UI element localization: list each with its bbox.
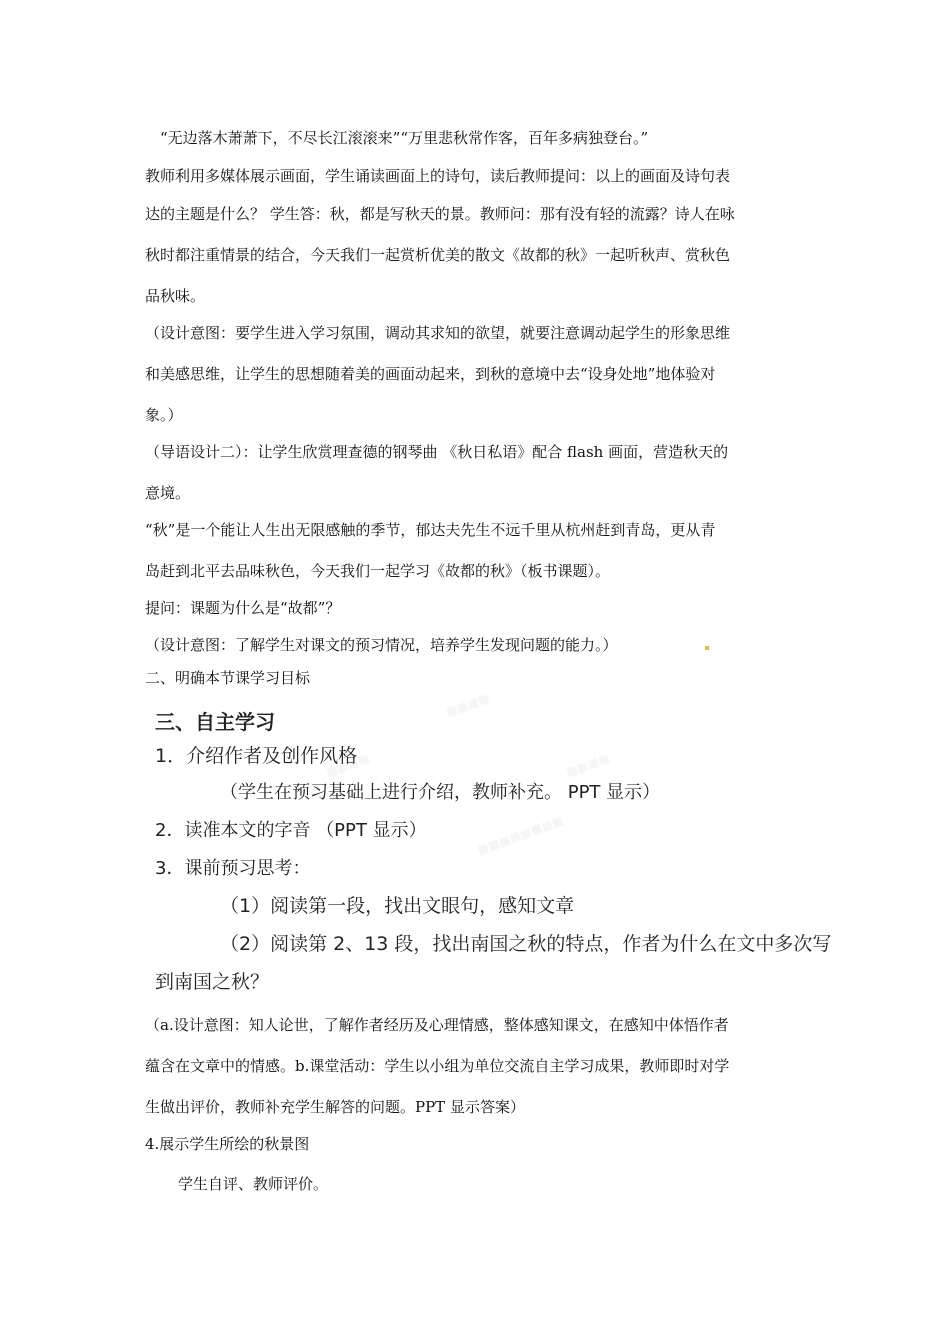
paragraph-intro-line: 秋时都注重情景的结合，今天我们一起赏析优美的散文《故都的秋》一起听秋声、赏秋色 xyxy=(145,246,731,264)
autumn-paragraph-line: 岛赶到北平去品味秋色，今天我们一起学习《故都的秋》（板书课题）。 xyxy=(145,562,611,580)
paragraph-intro-line: 教师利用多媒体展示画面，学生诵读画面上的诗句，读后教师提问：以上的画面及诗句表 xyxy=(145,167,731,185)
self-study-question-2: （2）阅读第 2、13 段，找出南国之秋的特点，作者为什么在文中多次写 xyxy=(220,933,832,955)
evaluation-line: 学生自评、教师评价。 xyxy=(178,1175,329,1193)
self-study-item-1-note: （学生在预习基础上进行介绍，教师补充。 PPT 显示） xyxy=(220,782,661,803)
show-autumn-paintings: 4.展示学生所绘的秋景图 xyxy=(145,1135,310,1153)
design-intent-line: 和美感思维，让学生的思想随着美的画面动起来，到秋的意境中去“设身处地”地体验对 xyxy=(145,365,716,383)
section-two-heading: 二、明确本节课学习目标 xyxy=(145,669,311,687)
design-intent-line: （设计意图：要学生进入学习氛围，调动其求知的欲望，就要注意调动起学生的形象思维 xyxy=(145,324,731,342)
design-intent-preview: （设计意图：了解学生对课文的预习情况，培养学生发现问题的能力。） xyxy=(145,636,618,654)
self-study-item-3: 3．课前预习思考： xyxy=(155,858,311,879)
autumn-paragraph-line: “秋”是一个能让人生出无限感触的季节，郁达夫先生不远千里从杭州赶到青岛，更从青 xyxy=(145,521,716,539)
self-study-item-2: 2．读准本文的字音 （PPT 显示） xyxy=(155,820,427,841)
marker-dot xyxy=(705,646,709,650)
design-intent-activity-line: 生做出评价，教师补充学生解答的问题。PPT 显示答案） xyxy=(145,1098,525,1116)
self-study-question-1: （1）阅读第一段，找出文眼句，感知文章 xyxy=(220,895,575,917)
lead-design-two-line: （导语设计二）：让学生欣赏理查德的钢琴曲 《秋日私语》配合 flash 画面，营造秋天的 xyxy=(145,443,729,461)
design-intent-activity-line: 蕴含在文章中的情感。b.课堂活动：学生以小组为单位交流自主学习成果，教师即时对学 xyxy=(145,1057,730,1075)
self-study-item-1: 1．介绍作者及创作风格 xyxy=(155,745,358,767)
poem-quote: “无边落木萧萧下，不尽长江滚滚来”“万里悲秋常作客，百年多病独登台。” xyxy=(160,129,649,147)
paragraph-intro-line: 品秋味。 xyxy=(145,287,206,305)
self-study-image xyxy=(145,698,832,1018)
self-study-question-2-cont: 到南国之秋？ xyxy=(155,971,270,993)
lead-design-two-line: 意境。 xyxy=(145,484,191,502)
design-intent-activity-line: （a.设计意图：知人论世，了解作者经历及心理情感，整体感知课文，在感知中体悟作者 xyxy=(145,1016,729,1034)
design-intent-line: 象。） xyxy=(145,406,183,424)
self-study-heading: 三、自主学习 xyxy=(155,710,275,734)
question-line: 提问：课题为什么是“故都”？ xyxy=(145,599,341,617)
paragraph-intro-line: 达的主题是什么？ 学生答：秋，都是写秋天的景。教师问：那有没有轻的流露？诗人在咏 xyxy=(145,205,735,223)
